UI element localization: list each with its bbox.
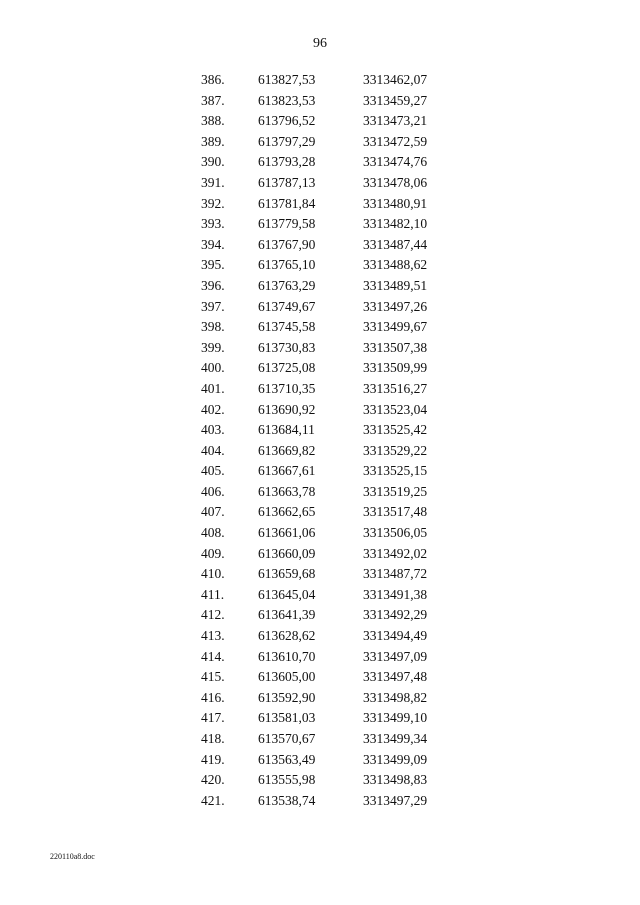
table-row bbox=[0, 276, 640, 297]
y-coordinate: 3313492,29 bbox=[363, 607, 428, 623]
table-row bbox=[0, 70, 640, 91]
footer-filename: 220110a8.doc bbox=[50, 852, 95, 861]
y-coordinate: 3313507,38 bbox=[363, 339, 428, 355]
y-coordinate: 3313499,09 bbox=[363, 751, 428, 767]
table-row bbox=[0, 317, 640, 338]
table-row bbox=[0, 420, 640, 441]
x-coordinate: 613745,58 bbox=[258, 319, 316, 335]
y-coordinate: 3313480,91 bbox=[363, 195, 428, 211]
y-coordinate: 3313489,51 bbox=[363, 277, 428, 293]
table-row bbox=[0, 482, 640, 503]
table-row bbox=[0, 400, 640, 421]
table-row bbox=[0, 379, 640, 400]
y-coordinate: 3313517,48 bbox=[363, 504, 428, 520]
y-coordinate: 3313525,15 bbox=[363, 463, 428, 479]
y-coordinate: 3313498,83 bbox=[363, 772, 428, 788]
point-number: 412. bbox=[201, 607, 225, 623]
y-coordinate: 3313506,05 bbox=[363, 525, 428, 541]
x-coordinate: 613538,74 bbox=[258, 792, 316, 808]
y-coordinate: 3313487,72 bbox=[363, 566, 428, 582]
table-row bbox=[0, 194, 640, 215]
x-coordinate: 613690,92 bbox=[258, 401, 316, 417]
y-coordinate: 3313494,49 bbox=[363, 628, 428, 644]
y-coordinate: 3313525,42 bbox=[363, 422, 428, 438]
x-coordinate: 613725,08 bbox=[258, 360, 316, 376]
point-number: 392. bbox=[201, 195, 225, 211]
y-coordinate: 3313529,22 bbox=[363, 442, 428, 458]
y-coordinate: 3313492,02 bbox=[363, 545, 428, 561]
point-number: 393. bbox=[201, 216, 225, 232]
x-coordinate: 613779,58 bbox=[258, 216, 316, 232]
page-number: 96 bbox=[313, 36, 327, 51]
coordinate-table bbox=[0, 70, 640, 811]
y-coordinate: 3313499,34 bbox=[363, 731, 428, 746]
point-number: 418. bbox=[201, 731, 225, 746]
y-coordinate: 3313516,27 bbox=[363, 380, 428, 396]
point-number: 403. bbox=[201, 422, 225, 438]
point-number: 387. bbox=[201, 92, 225, 108]
point-number: 406. bbox=[201, 483, 225, 499]
point-number: 400. bbox=[201, 360, 225, 376]
x-coordinate: 613823,53 bbox=[258, 92, 316, 108]
point-number: 411. bbox=[201, 586, 225, 602]
y-coordinate: 3313462,07 bbox=[363, 72, 428, 87]
table-row bbox=[0, 214, 640, 235]
y-coordinate: 3313488,62 bbox=[363, 257, 428, 273]
point-number: 414. bbox=[201, 648, 225, 664]
table-row bbox=[0, 152, 640, 173]
x-coordinate: 613663,78 bbox=[258, 483, 316, 499]
x-coordinate: 613555,98 bbox=[258, 772, 316, 788]
x-coordinate: 613628,62 bbox=[258, 628, 316, 644]
y-coordinate: 3313499,10 bbox=[363, 710, 428, 726]
table-row bbox=[0, 708, 640, 729]
x-coordinate: 613797,29 bbox=[258, 133, 316, 149]
x-coordinate: 613610,70 bbox=[258, 648, 316, 664]
table-row bbox=[0, 255, 640, 276]
table-row bbox=[0, 111, 640, 132]
table-row bbox=[0, 461, 640, 482]
x-coordinate: 613570,67 bbox=[258, 731, 316, 746]
table-row bbox=[0, 791, 640, 812]
y-coordinate: 3313499,67 bbox=[363, 319, 428, 335]
x-coordinate: 613592,90 bbox=[258, 689, 316, 705]
table-row bbox=[0, 605, 640, 626]
x-coordinate: 613767,90 bbox=[258, 236, 316, 252]
y-coordinate: 3313472,59 bbox=[363, 133, 428, 149]
y-coordinate: 3313498,82 bbox=[363, 689, 428, 705]
x-coordinate: 613605,00 bbox=[258, 669, 316, 685]
y-coordinate: 3313497,09 bbox=[363, 648, 428, 664]
y-coordinate: 3313478,06 bbox=[363, 174, 428, 190]
point-number: 404. bbox=[201, 442, 225, 458]
point-number: 407. bbox=[201, 504, 225, 520]
y-coordinate: 3313497,48 bbox=[363, 669, 428, 685]
x-coordinate: 613765,10 bbox=[258, 257, 316, 273]
y-coordinate: 3313491,38 bbox=[363, 586, 428, 602]
point-number: 408. bbox=[201, 525, 225, 541]
x-coordinate: 613827,53 bbox=[258, 72, 316, 87]
x-coordinate: 613661,06 bbox=[258, 525, 316, 541]
point-number: 421. bbox=[201, 792, 225, 808]
y-coordinate: 3313497,26 bbox=[363, 298, 428, 314]
point-number: 420. bbox=[201, 772, 225, 788]
y-coordinate: 3313487,44 bbox=[363, 236, 428, 252]
point-number: 389. bbox=[201, 133, 225, 149]
point-number: 395. bbox=[201, 257, 225, 273]
x-coordinate: 613796,52 bbox=[258, 113, 316, 129]
point-number: 398. bbox=[201, 319, 225, 335]
point-number: 399. bbox=[201, 339, 225, 355]
y-coordinate: 3313474,76 bbox=[363, 154, 428, 170]
point-number: 415. bbox=[201, 669, 225, 685]
point-number: 416. bbox=[201, 689, 225, 705]
point-number: 394. bbox=[201, 236, 225, 252]
point-number: 397. bbox=[201, 298, 225, 314]
table-row bbox=[0, 626, 640, 647]
point-number: 410. bbox=[201, 566, 225, 582]
x-coordinate: 613660,09 bbox=[258, 545, 316, 561]
table-row bbox=[0, 770, 640, 791]
table-row bbox=[0, 750, 640, 771]
point-number: 413. bbox=[201, 628, 225, 644]
x-coordinate: 613659,68 bbox=[258, 566, 316, 582]
x-coordinate: 613641,39 bbox=[258, 607, 316, 623]
x-coordinate: 613781,84 bbox=[258, 195, 316, 211]
x-coordinate: 613563,49 bbox=[258, 751, 316, 767]
table-row bbox=[0, 173, 640, 194]
point-number: 409. bbox=[201, 545, 225, 561]
point-number: 390. bbox=[201, 154, 225, 170]
table-row bbox=[0, 523, 640, 544]
x-coordinate: 613763,29 bbox=[258, 277, 316, 293]
x-coordinate: 613749,67 bbox=[258, 298, 316, 314]
x-coordinate: 613710,35 bbox=[258, 380, 316, 396]
point-number: 391. bbox=[201, 174, 225, 190]
x-coordinate: 613684,11 bbox=[258, 422, 315, 438]
table-row bbox=[0, 132, 640, 153]
table-row bbox=[0, 647, 640, 668]
table-row bbox=[0, 564, 640, 585]
y-coordinate: 3313497,29 bbox=[363, 792, 428, 808]
x-coordinate: 613662,65 bbox=[258, 504, 316, 520]
y-coordinate: 3313473,21 bbox=[363, 113, 428, 129]
table-row bbox=[0, 441, 640, 462]
table-row bbox=[0, 729, 640, 750]
table-row bbox=[0, 297, 640, 318]
table-row bbox=[0, 585, 640, 606]
table-row bbox=[0, 91, 640, 112]
point-number: 402. bbox=[201, 401, 225, 417]
x-coordinate: 613787,13 bbox=[258, 174, 316, 190]
table-row bbox=[0, 502, 640, 523]
x-coordinate: 613669,82 bbox=[258, 442, 316, 458]
y-coordinate: 3313519,25 bbox=[363, 483, 428, 499]
table-row bbox=[0, 235, 640, 256]
x-coordinate: 613645,04 bbox=[258, 586, 316, 602]
x-coordinate: 613581,03 bbox=[258, 710, 316, 726]
y-coordinate: 3313459,27 bbox=[363, 92, 428, 108]
x-coordinate: 613793,28 bbox=[258, 154, 316, 170]
table-row bbox=[0, 544, 640, 565]
point-number: 396. bbox=[201, 277, 225, 293]
point-number: 405. bbox=[201, 463, 225, 479]
point-number: 401. bbox=[201, 380, 225, 396]
point-number: 417. bbox=[201, 710, 225, 726]
y-coordinate: 3313523,04 bbox=[363, 401, 428, 417]
point-number: 419. bbox=[201, 751, 225, 767]
y-coordinate: 3313509,99 bbox=[363, 360, 428, 376]
table-row bbox=[0, 338, 640, 359]
table-row bbox=[0, 688, 640, 709]
table-row bbox=[0, 667, 640, 688]
x-coordinate: 613730,83 bbox=[258, 339, 316, 355]
point-number: 386. bbox=[201, 72, 225, 87]
x-coordinate: 613667,61 bbox=[258, 463, 316, 479]
point-number: 388. bbox=[201, 113, 225, 129]
table-row bbox=[0, 358, 640, 379]
y-coordinate: 3313482,10 bbox=[363, 216, 428, 232]
